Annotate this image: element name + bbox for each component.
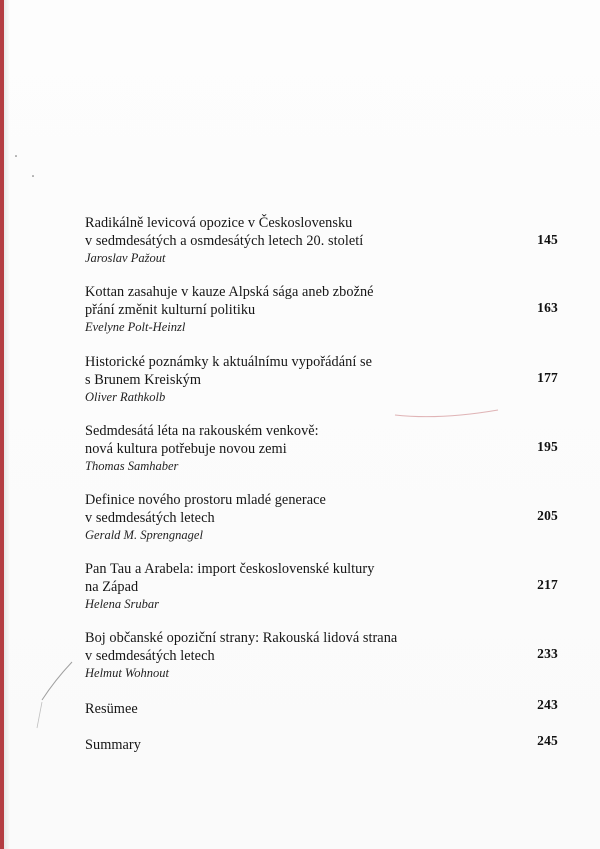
toc-entry <box>85 491 560 543</box>
entry-author: Gerald M. Sprengnagel <box>85 528 203 542</box>
toc-entry <box>85 629 560 681</box>
entry-author: Thomas Samhaber <box>85 459 179 473</box>
entry-title: Resümee <box>85 701 138 717</box>
entry-page-number: 217 <box>537 577 558 592</box>
entry-author: Oliver Rathkolb <box>85 390 166 404</box>
entry-page-number: 243 <box>537 697 558 712</box>
entry-title-line: v sedmdesátých a osmdesátých letech 20. století <box>85 233 364 249</box>
toc-entry <box>85 214 560 266</box>
toc-entry <box>85 353 560 405</box>
entry-title-line: Boj občanské opoziční strany: Rakouská lidová strana <box>85 630 398 646</box>
entry-title-line: Radikálně levicová opozice v Československu <box>85 215 353 231</box>
toc-entry <box>85 283 560 335</box>
entry-page-number: 145 <box>537 232 558 247</box>
toc-entry-simple <box>85 736 560 754</box>
entry-title-line: přání změnit kulturní politiku <box>85 302 256 318</box>
entry-title-line: Definice nového prostoru mladé generace <box>85 492 326 508</box>
entry-author: Jaroslav Pažout <box>85 251 166 265</box>
entry-page-number: 245 <box>537 733 558 748</box>
entry-page-number: 195 <box>537 439 558 454</box>
entry-author: Evelyne Polt-Heinzl <box>85 320 186 334</box>
entry-page-number: 177 <box>537 370 558 385</box>
entry-page-number: 205 <box>537 508 558 523</box>
entry-page-number: 233 <box>537 646 558 661</box>
entry-title-line: Pan Tau a Arabela: import československé kultury <box>85 561 375 577</box>
entry-title-line: nová kultura potřebuje novou zemi <box>85 441 287 457</box>
entry-title-line: Kottan zasahuje v kauze Alpská sága aneb zbožné <box>85 284 374 300</box>
entry-title-line: Sedmdesátá léta na rakouském venkově: <box>85 423 319 439</box>
entry-title-line: na Západ <box>85 579 139 595</box>
toc-entry-simple <box>85 700 560 718</box>
entry-title-line: v sedmdesátých letech <box>85 510 215 526</box>
entry-author: Helmut Wohnout <box>85 666 169 680</box>
entry-title-line: Historické poznámky k aktuálnímu vypořádání se <box>85 354 372 370</box>
toc-entry <box>85 560 560 612</box>
toc-entry <box>85 422 560 474</box>
entry-title-line: s Brunem Kreiským <box>85 372 202 388</box>
entry-author: Helena Srubar <box>85 597 159 611</box>
entry-title-line: v sedmdesátých letech <box>85 648 215 664</box>
entry-page-number: 163 <box>537 300 558 315</box>
entry-title: Summary <box>85 737 141 753</box>
